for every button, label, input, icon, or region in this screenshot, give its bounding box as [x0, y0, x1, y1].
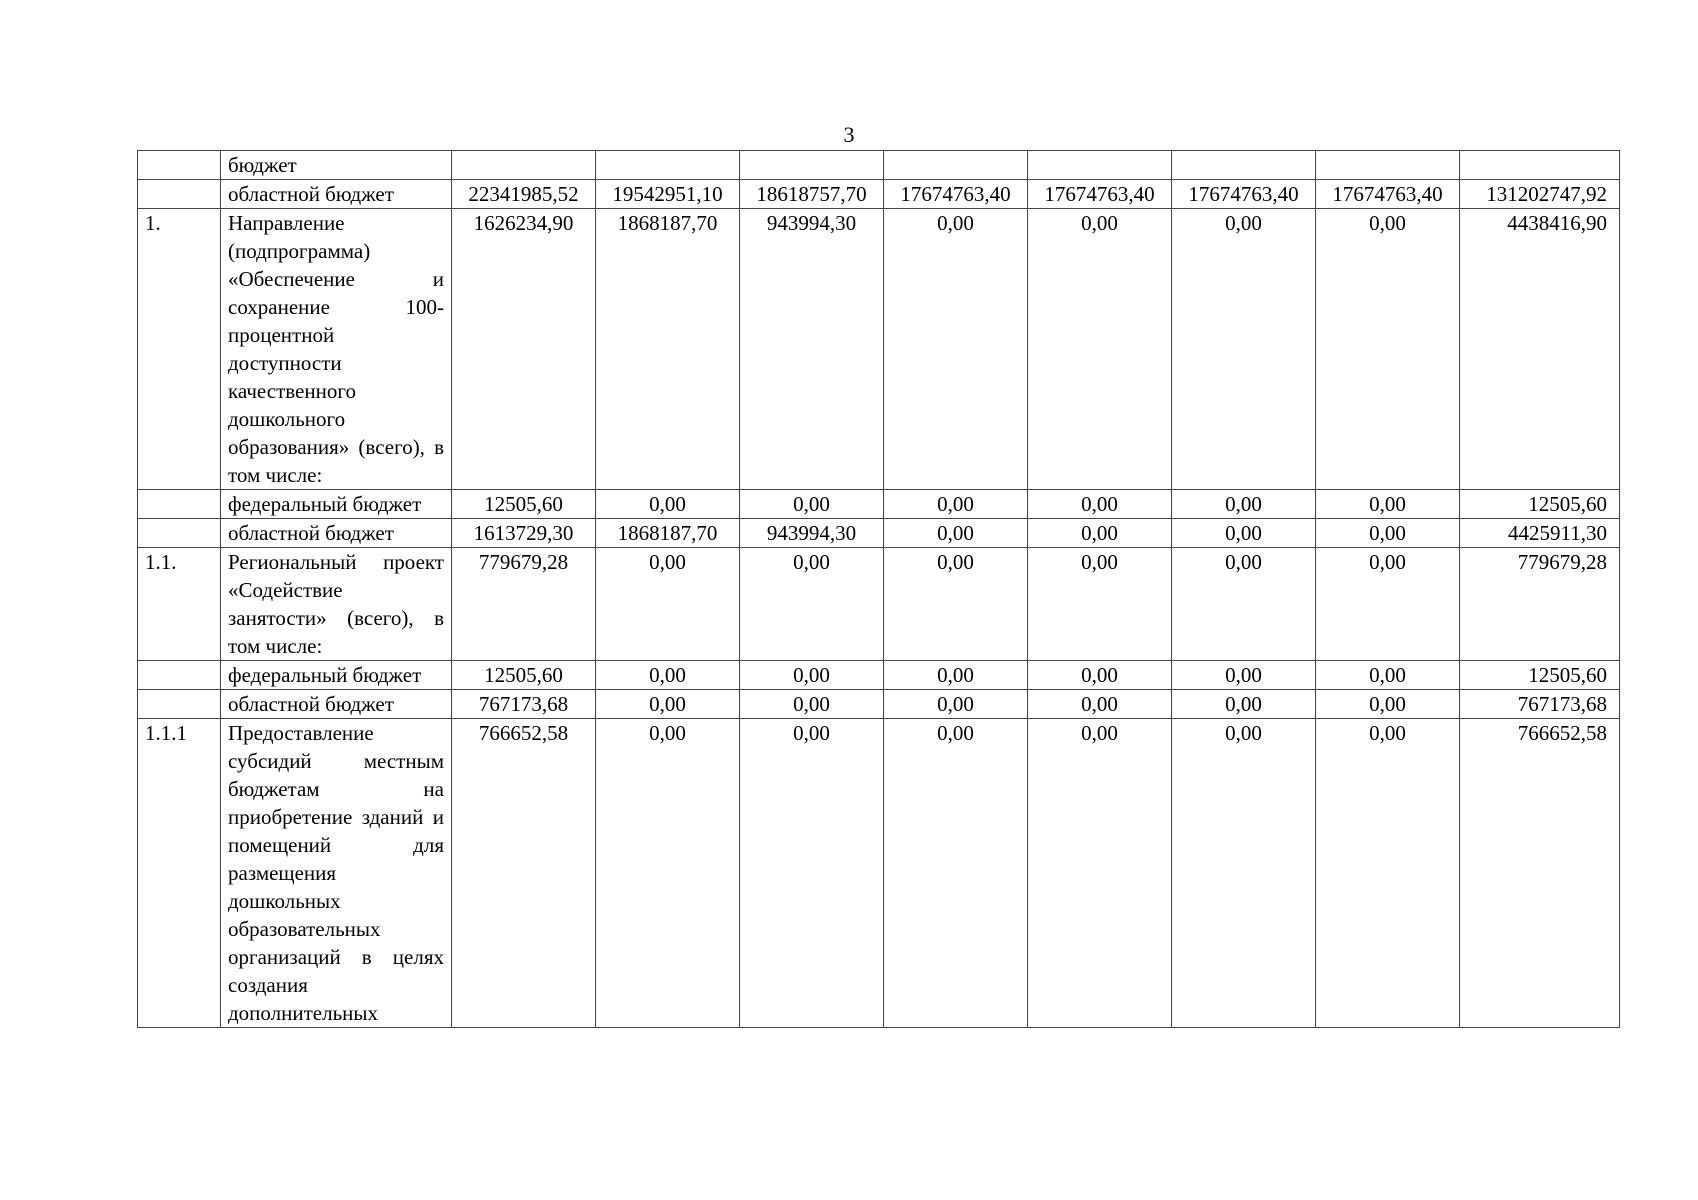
row-year-value: 0,00 — [1028, 490, 1172, 519]
row-year-value: 1613729,30 — [452, 519, 596, 548]
row-code — [138, 690, 221, 719]
row-total-value: 4425911,30 — [1460, 519, 1620, 548]
row-year-value: 19542951,10 — [596, 180, 740, 209]
row-code: 1.1.1 — [138, 719, 221, 1028]
table-row — [138, 548, 1620, 661]
row-year-value: 0,00 — [1316, 719, 1460, 1028]
row-code — [138, 661, 221, 690]
row-year-value: 1868187,70 — [596, 519, 740, 548]
table-row — [138, 151, 1620, 180]
table-row — [138, 661, 1620, 690]
row-code: 1.1. — [138, 548, 221, 661]
row-year-value: 0,00 — [884, 661, 1028, 690]
row-year-value: 0,00 — [596, 690, 740, 719]
row-year-value: 0,00 — [596, 490, 740, 519]
row-year-value: 0,00 — [1316, 209, 1460, 490]
row-total-value: 4438416,90 — [1460, 209, 1620, 490]
row-name: Региональный проект «Содействие занятости» (всего), в том числе: — [221, 548, 452, 661]
row-year-value: 0,00 — [1028, 661, 1172, 690]
row-year-value: 0,00 — [1316, 661, 1460, 690]
row-name: областной бюджет — [221, 180, 452, 209]
row-year-value: 767173,68 — [452, 690, 596, 719]
row-year-value: 0,00 — [1172, 490, 1316, 519]
row-year-value: 0,00 — [1028, 519, 1172, 548]
row-year-value: 779679,28 — [452, 548, 596, 661]
row-year-value: 0,00 — [1172, 719, 1316, 1028]
row-total-value: 12505,60 — [1460, 661, 1620, 690]
row-year-value — [1028, 151, 1172, 180]
row-year-value: 943994,30 — [740, 519, 884, 548]
row-year-value: 0,00 — [740, 719, 884, 1028]
row-year-value: 0,00 — [740, 661, 884, 690]
row-year-value: 17674763,40 — [884, 180, 1028, 209]
table-row — [138, 690, 1620, 719]
row-year-value: 0,00 — [884, 690, 1028, 719]
budget-table — [137, 150, 1620, 1028]
row-total-value: 767173,68 — [1460, 690, 1620, 719]
row-year-value: 0,00 — [1316, 519, 1460, 548]
row-total-value: 131202747,92 — [1460, 180, 1620, 209]
row-total-value — [1460, 151, 1620, 180]
page-number: 3 — [843, 122, 855, 147]
row-year-value: 0,00 — [596, 548, 740, 661]
row-year-value: 0,00 — [1028, 209, 1172, 490]
table-body — [138, 151, 1620, 1028]
row-year-value — [884, 151, 1028, 180]
row-year-value: 0,00 — [1316, 548, 1460, 661]
row-year-value: 17674763,40 — [1028, 180, 1172, 209]
table-row — [138, 209, 1620, 490]
row-year-value — [452, 151, 596, 180]
row-name: Направление (подпрограмма) «Обеспечение и сохранение 100-процентной доступности качественного дошкольного образования» (всего), в том числе: — [221, 209, 452, 490]
row-year-value: 18618757,70 — [740, 180, 884, 209]
row-year-value: 0,00 — [884, 209, 1028, 490]
row-year-value — [740, 151, 884, 180]
table-row — [138, 519, 1620, 548]
table-row — [138, 719, 1620, 1028]
row-code — [138, 180, 221, 209]
row-year-value — [1172, 151, 1316, 180]
row-name: областной бюджет — [221, 519, 452, 548]
row-year-value: 766652,58 — [452, 719, 596, 1028]
row-year-value — [1316, 151, 1460, 180]
row-year-value: 0,00 — [1172, 209, 1316, 490]
table-row — [138, 180, 1620, 209]
table-row — [138, 490, 1620, 519]
row-year-value: 0,00 — [740, 490, 884, 519]
row-year-value: 17674763,40 — [1172, 180, 1316, 209]
row-code — [138, 490, 221, 519]
row-year-value: 22341985,52 — [452, 180, 596, 209]
row-name: областной бюджет — [221, 690, 452, 719]
row-year-value: 0,00 — [596, 719, 740, 1028]
row-year-value: 0,00 — [1028, 548, 1172, 661]
row-year-value: 0,00 — [884, 519, 1028, 548]
row-year-value: 0,00 — [1172, 548, 1316, 661]
row-year-value: 1626234,90 — [452, 209, 596, 490]
row-year-value: 17674763,40 — [1316, 180, 1460, 209]
row-year-value: 0,00 — [884, 548, 1028, 661]
row-year-value: 0,00 — [1172, 690, 1316, 719]
row-code — [138, 151, 221, 180]
row-year-value: 0,00 — [1172, 519, 1316, 548]
row-year-value: 0,00 — [1316, 690, 1460, 719]
row-year-value: 12505,60 — [452, 661, 596, 690]
row-code — [138, 519, 221, 548]
row-year-value: 12505,60 — [452, 490, 596, 519]
row-name: бюджет — [221, 151, 452, 180]
row-year-value: 0,00 — [740, 548, 884, 661]
row-year-value: 0,00 — [884, 719, 1028, 1028]
row-year-value — [596, 151, 740, 180]
row-year-value: 943994,30 — [740, 209, 884, 490]
row-year-value: 0,00 — [1028, 719, 1172, 1028]
row-year-value: 0,00 — [1172, 661, 1316, 690]
row-year-value: 0,00 — [596, 661, 740, 690]
row-code: 1. — [138, 209, 221, 490]
row-name: Предоставление субсидий местным бюджетам на приобретение зданий и помещений для размещения дошкольных образовательных организаций в целях создания дополнительных — [221, 719, 452, 1028]
row-year-value: 1868187,70 — [596, 209, 740, 490]
row-name: федеральный бюджет — [221, 490, 452, 519]
row-name: федеральный бюджет — [221, 661, 452, 690]
row-year-value: 0,00 — [740, 690, 884, 719]
row-total-value: 766652,58 — [1460, 719, 1620, 1028]
row-year-value: 0,00 — [884, 490, 1028, 519]
row-total-value: 779679,28 — [1460, 548, 1620, 661]
row-total-value: 12505,60 — [1460, 490, 1620, 519]
row-year-value: 0,00 — [1028, 690, 1172, 719]
row-year-value: 0,00 — [1316, 490, 1460, 519]
